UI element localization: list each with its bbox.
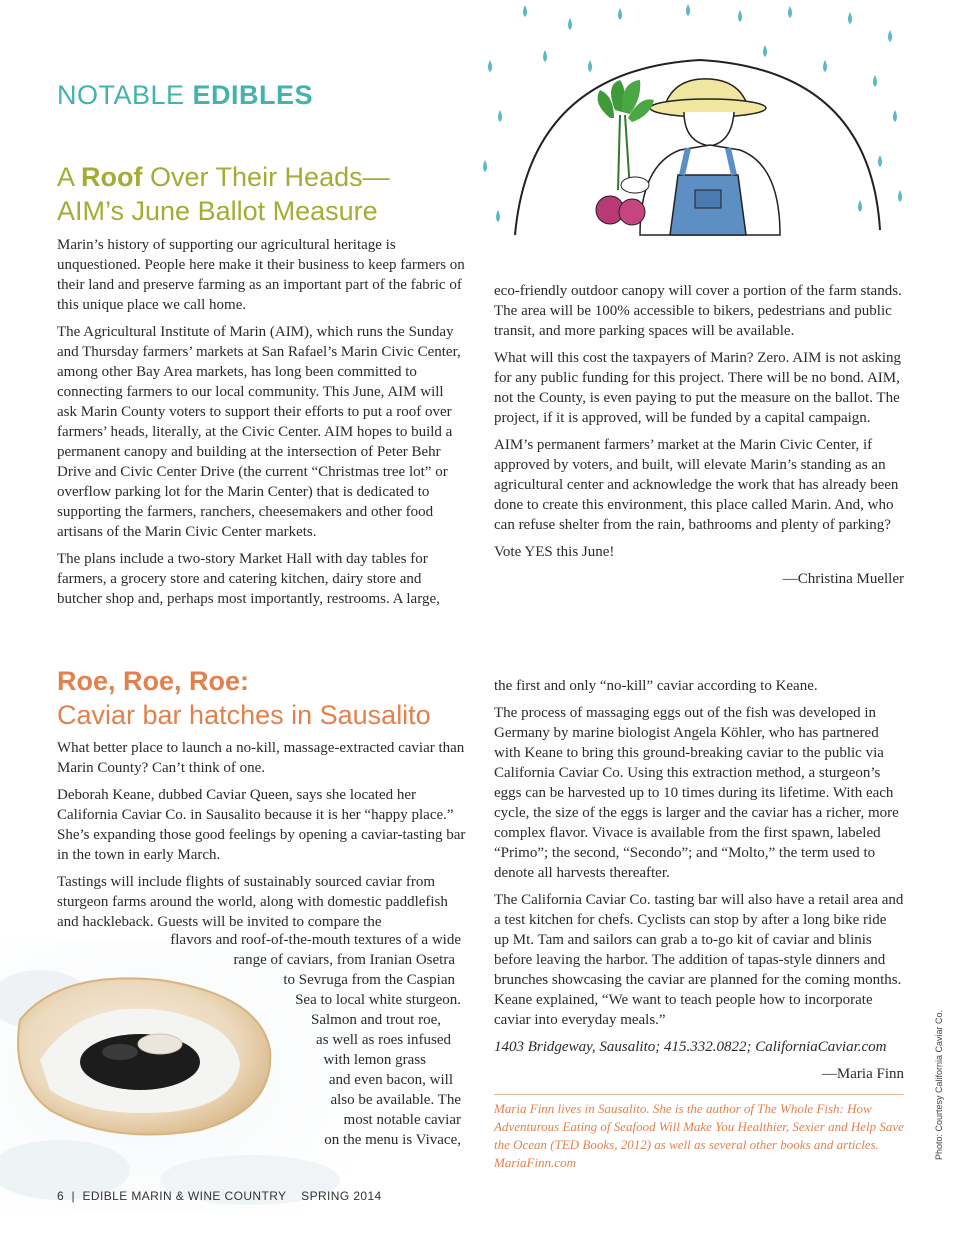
article2-paragraph: the first and only “no-kill” caviar according to Keane.	[494, 678, 818, 694]
wrap-line: flavors and roof-of-the-mouth textures of a wide	[170, 932, 461, 948]
article1-paragraph: eco-friendly outdoor canopy will cover a portion of the farm stands. The area will be 100% accessible to bikers, pedestrians and public transit, and more parking spaces will be available.	[494, 283, 902, 339]
article1-right-column	[494, 281, 904, 589]
article2-paragraph: Deborah Keane, dubbed Caviar Queen, says she located her California Caviar Co. in Sausalito because it is her “happy place.” She’s expanding those good feelings by opening a caviar-tasting bar in the town in early March.	[57, 787, 466, 863]
article1-paragraph: Vote YES this June!	[494, 544, 615, 560]
article1-title-pre: A	[57, 162, 82, 192]
article1-title-bold: Roof	[81, 162, 143, 192]
article2-title	[57, 664, 431, 732]
wrap-line: with lemon grass	[323, 1052, 426, 1068]
wrap-line: Sea to local white sturgeon.	[295, 992, 461, 1008]
article1-title	[57, 160, 390, 228]
wrap-line: Salmon and trout roe,	[311, 1012, 441, 1028]
article1-paragraph: AIM’s permanent farmers’ market at the Marin Civic Center, if approved by voters, and built, will elevate Marin’s standing as an agricultural center and acknowledge the work that has already been done to create this environment, this place called Marin. And, who can refuse shelter from the rain, bathrooms and plenty of parking?	[494, 437, 899, 533]
article2-paragraph: What better place to launch a no-kill, massage-extracted caviar than Marin County? Can’t think of one.	[57, 740, 465, 776]
article1-paragraph: What will this cost the taxpayers of Marin? Zero. AIM is not asking for any public funding for this project. There will be no bond. AIM, not the County, is even paying to put the measure on the ballot. The project, if it is approved, will be funded by a capital campaign.	[494, 350, 901, 426]
section-prefix: NOTABLE	[57, 80, 193, 110]
author-bio: Maria Finn lives in Sausalito. She is the author of The Whole Fish: How Adventurous Eating of Seafood Will Make You Healthier, Sexier and Help Save the Ocean (TED Books, 2012) as well as several other books and articles. MariaFinn.com	[494, 1101, 904, 1170]
article2-paragraph: The California Caviar Co. tasting bar will also have a retail area and a test kitchen for chefs. Cyclists can stop by after a long bike ride up Mt. Tam and sailors can grab a to-go kit of caviar and blinis before leaving the harbor. The addition of tapas-style dinners and brunches showcasing the caviar are planned for the coming months. Keane explained, “We want to teach people how to incorporate caviar into everyday meals.”	[494, 892, 904, 1028]
article2-paragraph: Tastings will include flights of sustainably sourced caviar from sturgeon farms around the world, along with domestic paddlefish and hackleback. Guests will be invited to compare the	[57, 874, 448, 930]
section-bold: EDIBLES	[192, 80, 314, 110]
article1-title-post: Over Their Heads—	[142, 162, 390, 192]
article1-paragraph: Marin’s history of supporting our agricultural heritage is unquestioned. People here make it their business to keep farmers on their land and preserve farming as an important part of the fabric of this unique place we call home.	[57, 237, 465, 313]
article2-title-line1: Roe, Roe, Roe:	[57, 666, 250, 696]
article1-title-line2: AIM’s June Ballot Measure	[57, 196, 378, 226]
wrap-line: most notable caviar	[343, 1112, 461, 1128]
article2-left-column	[57, 738, 467, 932]
article2-address: 1403 Bridgeway, Sausalito; 415.332.0822; CaliforniaCaviar.com	[494, 1039, 887, 1055]
wrap-line: on the menu is Vivace,	[324, 1132, 461, 1148]
wrap-line: as well as roes infused	[316, 1032, 451, 1048]
wrap-line: range of caviars, from Iranian Osetra	[233, 952, 455, 968]
photo-credit: Photo: Courtesy California Caviar Co.	[934, 1009, 944, 1160]
article1-paragraph: The Agricultural Institute of Marin (AIM), which runs the Sunday and Thursday farmers’ markets at San Rafael’s Marin Civic Center, among other Bay Area markets, has long been committed to connecting farmers to our local community. This June, AIM will ask Marin County voters to support their efforts to put a roof over farmers’ heads, literally, at the Civic Center. AIM hopes to build a permanent canopy and building at the intersection of Peter Behr Drive and Civic Center Drive (the current “Christmas tree lot” or overflow parking lot for the Marin Center) that is dedicated to supporting the farmers, ranchers, cheesemakers and other food artisans of the Marin Civic Center markets.	[57, 324, 461, 540]
wrap-line: to Sevruga from the Caspian	[283, 972, 455, 988]
article1-paragraph: The plans include a two-story Market Hall with day tables for farmers, a grocery store and catering kitchen, dairy store and butcher shop and, perhaps most importantly, restrooms. A large,	[57, 551, 440, 607]
article2-signature: —Maria Finn	[821, 1066, 904, 1082]
article2-right-column	[494, 676, 904, 1172]
article1-left-column	[57, 235, 467, 616]
wrap-line: also be available. The	[330, 1092, 461, 1108]
article2-title-line2: Caviar bar hatches in Sausalito	[57, 700, 431, 730]
farmer-illustration	[470, 0, 910, 240]
page-footer: 6 | EDIBLE MARIN & WINE COUNTRY SPRING 2014	[57, 1189, 382, 1203]
wrap-line: and even bacon, will	[328, 1072, 453, 1088]
section-label	[57, 80, 313, 111]
article2-paragraph: The process of massaging eggs out of the fish was developed in Germany by marine biologist Angela Köhler, who has partnered with Keane to bring this ground-breaking caviar to the public via California Caviar Co. Using this extraction method, a sturgeon’s eggs can be harvested up to 10 times during its lifetime. With each cycle, the size of the eggs is larger and the caviar has a richer, more complex flavor. Vivace is available from the first spawn, labeled “Primo”; the second, “Secondo”; and “Molto,” the term used to denote all harvests thereafter.	[494, 705, 899, 881]
article2-wrap-text	[57, 930, 461, 1150]
article1-signature: —Christina Mueller	[782, 571, 904, 587]
